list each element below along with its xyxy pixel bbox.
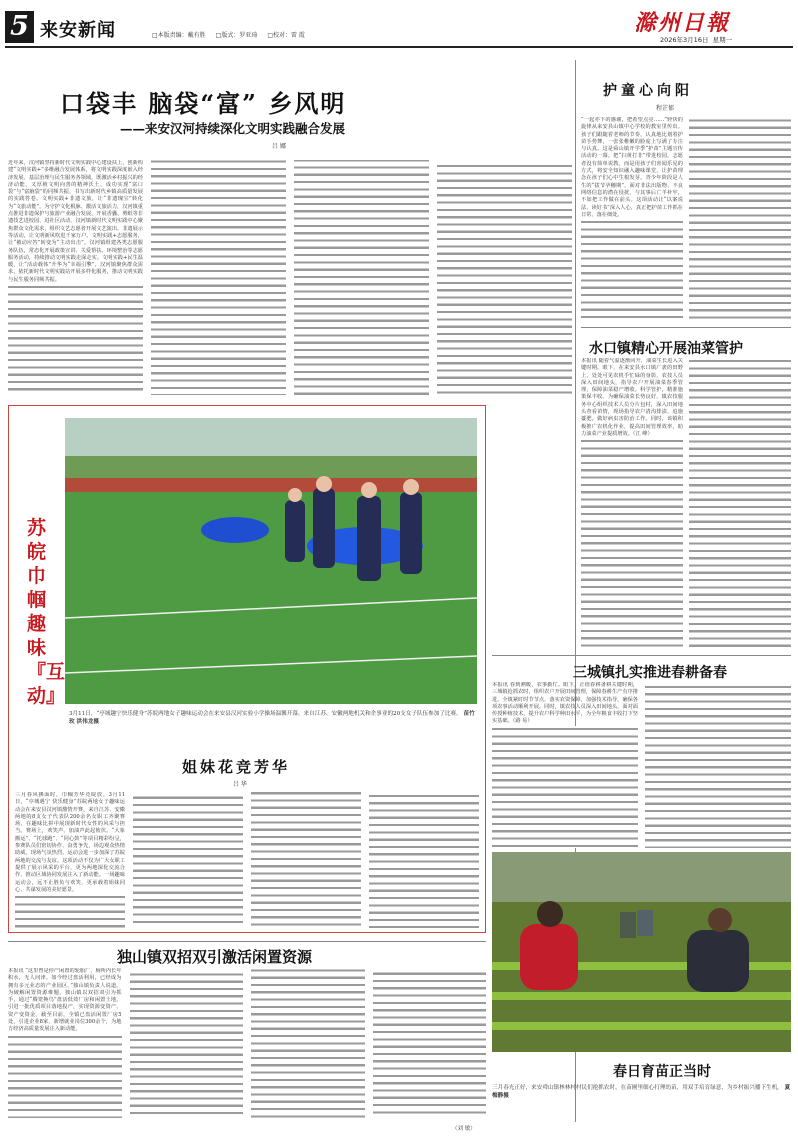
column-byline: 程芷郁 (656, 105, 675, 112)
lead-body: 近年来，汉河镇坚持新时代文明实践中心建设扶上，创新构建“文明实践+”多维融合发展体系，将文明实践深度嵌入经济发展、基层治理与民生服务各领域，既激活乡村振兴的经济动能，又厚植文明向善的精神沃土，成功实现“富口袋”与“富脑袋”的同频共振，书写出新时代乡镇高质量发展的实践答卷。文明实践+非遗文旅，让“非遗瑰宝”转化为“文旅动能”。为守护文化根脉、激活文旅活力，汉河镇重点推进非遗保护与旅游产业融合发展，开展香囊、剪纸等非遗技艺进校园、进社区活动，汉河镇新时代文明实践中心聚焦群众文化需求，组织文艺志愿者开展文艺演出、非遗展示等活动，让文明新风吹进千家万户。文明实践+志愿服务，让“被动应答”转变为“主动出击”。汉河镇组建各类志愿服务队伍，常态化开展政策宣讲、关爱帮扶、环境整治等志愿服务活动，持续推动文明实践走深走实。文明实践+民生温暖，让“活动载体”升华为“幸福引擎”，汉河镇聚焦群众需求，依托新时代文明实践站开展多样化服务，推动文明实践与民生服务同频共振。 (8, 160, 572, 395)
banner-frame (8, 405, 486, 933)
spring-title: 春日育苗正当时 (613, 1064, 711, 1080)
banner-title: 苏皖巾帼趣味『互动』 (27, 517, 66, 707)
sancheng-title: 三城镇扎实推进春耕备春 (573, 665, 727, 681)
photo-caption (69, 710, 475, 734)
dushan-byline: （刘 敏） (452, 1126, 476, 1132)
proof-credit: □校对：雷 霞 (267, 32, 305, 39)
section-title: 来安新闻 (40, 20, 116, 41)
masthead-logo: 滁州日報 (634, 10, 731, 36)
lead-subtitle: ——来安汉河持续深化文明实践融合发展 (120, 121, 346, 136)
design-credit: □版式：罗亚琦 (215, 32, 258, 39)
issue-date (660, 35, 732, 44)
lead-title: 口袋丰 脑袋“富” 乡风明 (60, 89, 347, 118)
spring-photo (492, 852, 791, 1052)
rapeseed-body: 本报讯 随着气温逐渐回升，油菜生长进入关键时期。眼下，在来安县水口镇广袤的田野上，处处可见农机手忙碌的身影，农技人员深入田间地头，指导农户开展油菜春季管理，保障油菜稳产增收。科学管护，精准施策保丰收。为确保油菜长势良好，镇农技服务中心组织技术人员分片包村，深入田间地头查看苗情，现场指导农户清沟排渍、追施薹肥，做好病虫害防治工作。同时，该镇积极推广农机化作业，提高田间管理效率，助力油菜产业提质增效。（江 峰） (581, 358, 791, 650)
lead-byline: 吕 娜 (272, 143, 286, 150)
rapeseed-title: 水口镇精心开展油菜管护 (589, 341, 743, 357)
spring-caption-text: 三月春光正好，来安舜山镇林林村村民们抢抓农时，在苗圃里细心打理幼苗，用双手培育绿意，为乡村振兴播下生机。 (492, 1085, 783, 1091)
photo-illustration (65, 418, 477, 704)
dushan-body: 本报讯 “这里曾是停产闲置的轮胎厂，厕所内长年积水，无人问津。如今经过盘活利用，已经成为拥有多元业态的产业园区。”独山镇负责人说道。为破解闲置资源难题，独山镇以双招双引为抓手，通过“腾笼换鸟”盘活低效厂房和闲置土地，引进一批优质项目落地投产，实现资源变资产、资产变资金。截至目前，全镇已盘活闲置厂房5处，引进企业8家，新增就业岗位300余个，为地方经济高质量发展注入新动能。 (8, 968, 486, 1118)
spring-illustration (492, 852, 791, 1052)
page-number-box: 5 (5, 11, 34, 43)
spring-caption (492, 1084, 791, 1114)
sisters-title: 姐妹花竞芳华 (182, 758, 291, 776)
dushan-rule (8, 941, 486, 942)
header-rule (5, 46, 793, 48)
column-body: “一起亦下的感谢，把希望点亮……”轻快的旋律从来安县山镇中心学校的教室里传出。孩子们跟随着老师的节奏，认真地比划着护苗手势舞，一张张稚嫩的脸庞上写满了专注与认真。这是舜山镇开学季“护苗”主题宣传活动的一幕。把“扫黄打非”带进校园，志愿者没有简单说教，而是用孩子们喜闻乐见的方式，将安全知识融入趣味课堂，让护苗理念在孩子们心中生根发芽。青少年阶段是人生的“拔节孕穗期”，面对非法出版物、不良网络信息的潜在侵扰，与其事后亡羊补牢，不如把工作做在前头。这项活动让“以案说法、读好书”深入人心，真正把护苗工作抓在日常、落在细处。 (581, 117, 791, 321)
weekday-text: 星期一 (712, 36, 733, 44)
sports-photo (65, 418, 477, 704)
column-title: 护童心向阳 (603, 83, 693, 99)
dushan-title: 独山镇双招双引激活闲置资源 (117, 948, 313, 966)
rapeseed-rule (581, 327, 791, 328)
edit-credits (152, 30, 305, 39)
editor-credit: □本版责编：戴有胜 (152, 32, 206, 39)
sisters-body: 三月春风拂面时，巾帼芳华竞绽放。3月11日，“亭城遇宁 快乐健身”苏皖两地女子趣味运动会在来安县汉河镇激情开赛，来自江苏、安徽两地的8支女子代表队200余名女职工齐聚赛场，在趣味比拼中展现新时代女性的风采与担当。赛场上，欢笑声、加油声此起彼伏。“大象搬运”、“托球跑”、“同心鼓”等项目精彩纷呈，参赛队员们密切协作、奋勇争先，场边观众热情助威，现场气氛热烈。运动会进一步加深了苏皖两地的交流与友谊。这项活动不仅为广大女职工提供了展示风采的平台，更为两地深化交流合作、推动区域协同发展注入了新动能。一场趣味运动会，远不止胜负与欢笑，更承载着姐妹同心、共谋发展的美好愿景。 (15, 792, 479, 928)
sisters-byline: 吕 华 (233, 781, 247, 788)
photo-credit: 苗竹玫 洪伟龙摄 (69, 711, 475, 725)
photo-caption-text: 3月11日，“亭城趣宁快乐健身”苏皖两地女子趣味运动会在来安县汉河实验小学操场温馨开幕。来自江苏、安徽两地机关和企事业的20支女子队伍参加了比赛。 (69, 711, 462, 717)
spring-credit: 夏梅静摄 (492, 1085, 791, 1099)
sancheng-body: 本报讯 春到溯暖，农事勤忙。眼下，正值春耕备耕关键时期，三城镇抢抓农时，组织农户开展田间管理，保障春耕生产有序推进。全镇紧盯时节节点，落实农资保障，加强技术指导，确保各项农事活动顺利开展。同时，镇农技人员深入田间地头，面对面传授种植技术，提升农户科学种田水平，为全年粮食丰收打下坚实基础。（路 易） (492, 682, 791, 848)
date-text: 2026年3月16日 (660, 36, 709, 44)
sancheng-rule (492, 655, 791, 656)
